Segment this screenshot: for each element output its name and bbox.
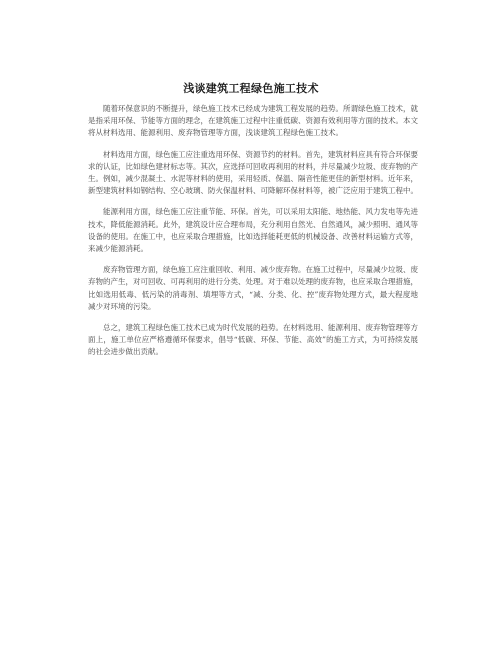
paragraph-material-selection: 材料选用方面，绿色施工应注重选用环保、资源节约的材料。首先，建筑材料应具有符合环保要求的认证，比如绿色建材标志等。其次，应选择可回收再利用的材料，并尽量减少垃圾、废弃物的产生。例如，减少混凝土、水泥等材料的使用，采用轻质、保温、隔音性能更佳的新型材料。近年来，新型建筑材料如钢结构、空心玻璃、防火保温材料、可降解环保材料等，被广泛应用于建筑工程中。: [88, 149, 418, 196]
document-body: [88, 103, 418, 368]
paragraph-conclusion: 总之，建筑工程绿色施工技术已成为时代发展的趋势。在材料选用、能源利用、废弃物管理等方面上，施工单位应严格遵循环保要求，倡导“低碳、环保、节能、高效”的施工方式，为可持续发展的社会进步做出贡献。: [88, 323, 418, 357]
document-title: 浅谈建筑工程绿色施工技术: [183, 82, 319, 95]
paragraph-intro: 随着环保意识的不断提升，绿色施工技术已经成为建筑工程发展的趋势。所谓绿色施工技术，就是指采用环保、节能等方面的理念，在建筑施工过程中注重低碳、资源有效利用等方面的技术。本文将从材料选用、能源利用、废弃物管理等方面，浅谈建筑工程绿色施工技术。: [88, 104, 418, 138]
paragraph-energy-use: 能源利用方面，绿色施工应注重节能、环保。首先，可以采用太阳能、地热能、风力发电等先进技术，降低能源消耗。此外，建筑设计应合理布局，充分利用自然光、自然通风，减少照明、通风等设备的使用。在施工中，也应采取合理措施，比如选择能耗更低的机械设备、改善材料运输方式等，来减少能源消耗。: [88, 207, 418, 254]
paragraph-waste-management: 废弃物管理方面，绿色施工应注重回收、利用、减少废弃物。在施工过程中，尽量减少垃圾、废弃物的产生，对可回收、可再利用的进行分类、处理。对于难以处理的废弃物，也应采取合理措施，比如选用低毒、低污染的消毒剂、填埋等方式，“减、分类、化、控”废弃物处理方式，最大程度地减少对环境的污染。: [88, 265, 418, 311]
